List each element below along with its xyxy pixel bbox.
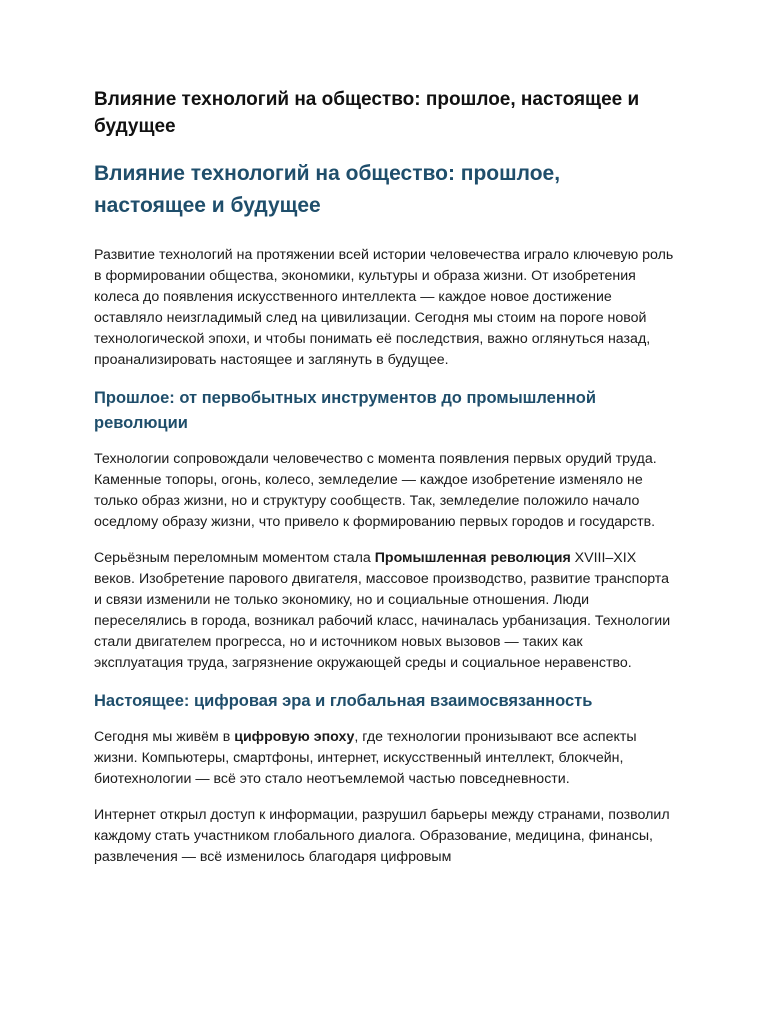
present-p1-text-before: Сегодня мы живём в <box>94 729 235 745</box>
section-heading-past: Прошлое: от первобытных инструментов до промышленной революции <box>94 389 597 432</box>
present-paragraph-2: Интернет открыл доступ к информации, разрушил барьеры между странами, позволил каждому стать участником глобального диалога. Образование, медицина, финансы, развлечения — всё изменилось благодаря цифровым <box>94 807 670 865</box>
document-title: Влияние технологий на общество: прошлое, настоящее и будущее <box>94 89 640 137</box>
present-p1-text-after: , где технологии пронизывают все аспекты жизни. Компьютеры, смартфоны, интернет, искусственный интеллект, блокчейн, биотехнологии — всё это стало неотъемлемой частью повседневности. <box>94 729 637 787</box>
section-heading-present: Настоящее: цифровая эра и глобальная взаимосвязанность <box>94 692 593 710</box>
main-heading: Влияние технологий на общество: прошлое, настоящее и будущее <box>94 162 561 217</box>
intro-paragraph: Развитие технологий на протяжении всей истории человечества играло ключевую роль в формировании общества, экономики, культуры и образа жизни. От изобретения колеса до появления искусственного интеллекта — каждое новое достижение оставляло неизгладимый след на цивилизации. Сегодня мы стоим на пороге новой технологической эпохи, и чтобы понимать её последствия, важно оглянуться назад, проанализировать настоящее и заглянуть в будущее. <box>94 247 674 368</box>
past-p2-text-before: Серьёзным переломным моментом стала <box>94 550 375 566</box>
digital-era-bold: цифровую эпоху <box>234 729 355 745</box>
industrial-revolution-bold: Промышленная революция <box>374 550 571 566</box>
past-paragraph-2 <box>94 548 674 674</box>
past-paragraph-1: Технологии сопровождали человечество с момента появления первых орудий труда. Каменные топоры, огонь, колесо, земледелие — каждое изобретение изменяло не только образ жизни, но и структуру сообществ. Так, земледелие положило начало оседлому образу жизни, что привело к формированию первых городов и государств. <box>94 451 657 530</box>
present-paragraph-1 <box>94 727 674 790</box>
past-p2-text-after: XVIII–XIX веков. Изобретение парового двигателя, массовое производство, развитие транспорта и связи изменили не только экономику, но и социальные отношения. Люди переселялись в города, возникал рабочий класс, начиналась урбанизация. Технологии стали двигателем прогресса, но и источником новых вызовов — таких как эксплуатация труда, загрязнение окружающей среды и социальное неравенство. <box>94 550 671 671</box>
